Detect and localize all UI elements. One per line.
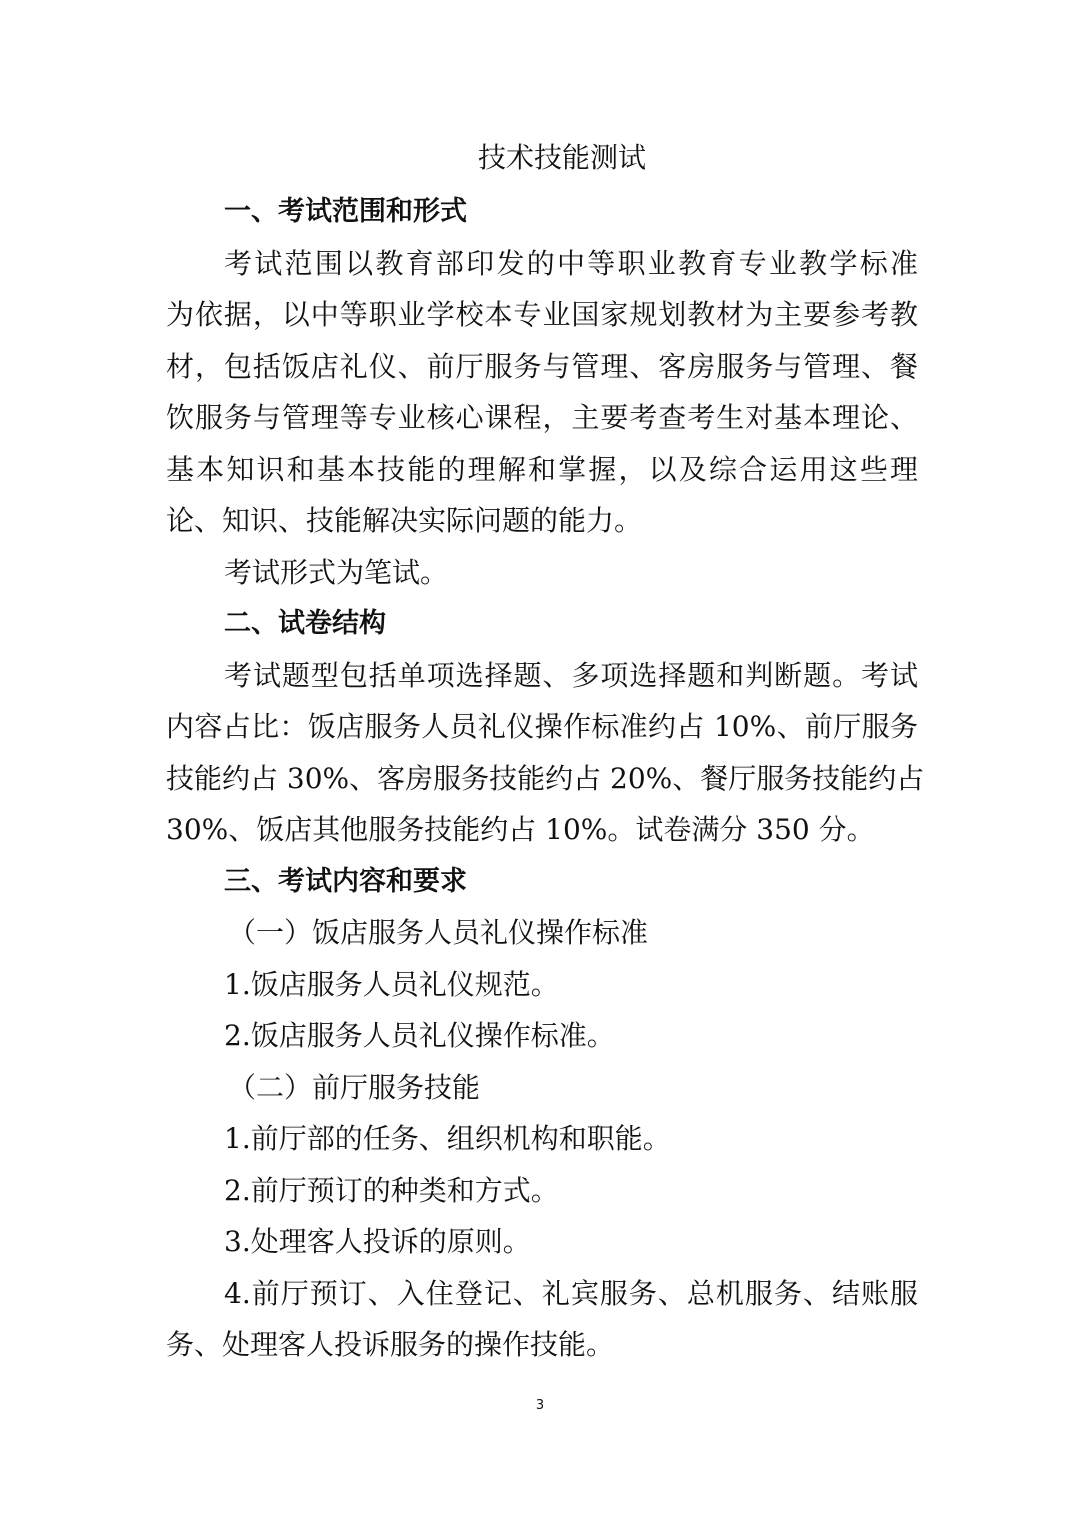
paragraph-line: 考试题型包括单项选择题、多项选择题和判断题。考试	[224, 658, 918, 692]
section-heading-scope: 一、考试范围和形式	[224, 196, 467, 227]
subsection-title-etiquette: （一）饭店服务人员礼仪操作标准	[228, 916, 649, 949]
paragraph-line: 30%、饭店其他服务技能约占 10%。试卷满分 350 分。	[166, 813, 875, 846]
page-number: 3	[535, 1398, 545, 1413]
paragraph-exam-format: 考试形式为笔试。	[224, 555, 449, 589]
paragraph-line: 论、知识、技能解决实际问题的能力。	[166, 504, 643, 537]
paragraph-line: 内容占比：饭店服务人员礼仪操作标准约占 10%、前厅服务	[166, 710, 918, 743]
list-item: 2.饭店服务人员礼仪操作标准。	[224, 1019, 615, 1052]
section-heading-structure: 二、试卷结构	[224, 608, 386, 639]
list-item-continuation: 务、处理客人投诉服务的操作技能。	[166, 1328, 615, 1361]
paragraph-line: 基本知识和基本技能的理解和掌握，以及综合运用这些理	[166, 452, 918, 486]
paragraph-line: 为依据，以中等职业学校本专业国家规划教材为主要参考教	[166, 298, 918, 331]
list-item: 3.处理客人投诉的原则。	[224, 1225, 531, 1258]
document-title: 技术技能测试	[477, 141, 646, 174]
list-item: 4.前厅预订、入住登记、礼宾服务、总机服务、结账服	[224, 1276, 918, 1310]
subsection-title-front-office: （二）前厅服务技能	[228, 1070, 481, 1104]
paragraph-line: 材，包括饭店礼仪、前厅服务与管理、客房服务与管理、餐	[166, 349, 918, 383]
document-body	[166, 186, 925, 1371]
paragraph-line: 考试范围以教育部印发的中等职业教育专业教学标准	[224, 246, 918, 280]
paragraph-line: 饮服务与管理等专业核心课程，主要考查考生对基本理论、	[166, 401, 918, 434]
paragraph-line: 技能约占 30%、客房服务技能约占 20%、餐厅服务技能约占	[166, 761, 925, 795]
list-item: 2.前厅预订的种类和方式。	[224, 1173, 559, 1207]
list-item: 1.饭店服务人员礼仪规范。	[224, 967, 559, 1001]
list-item: 1.前厅部的任务、组织机构和职能。	[224, 1122, 671, 1155]
section-heading-content: 三、考试内容和要求	[224, 865, 467, 897]
